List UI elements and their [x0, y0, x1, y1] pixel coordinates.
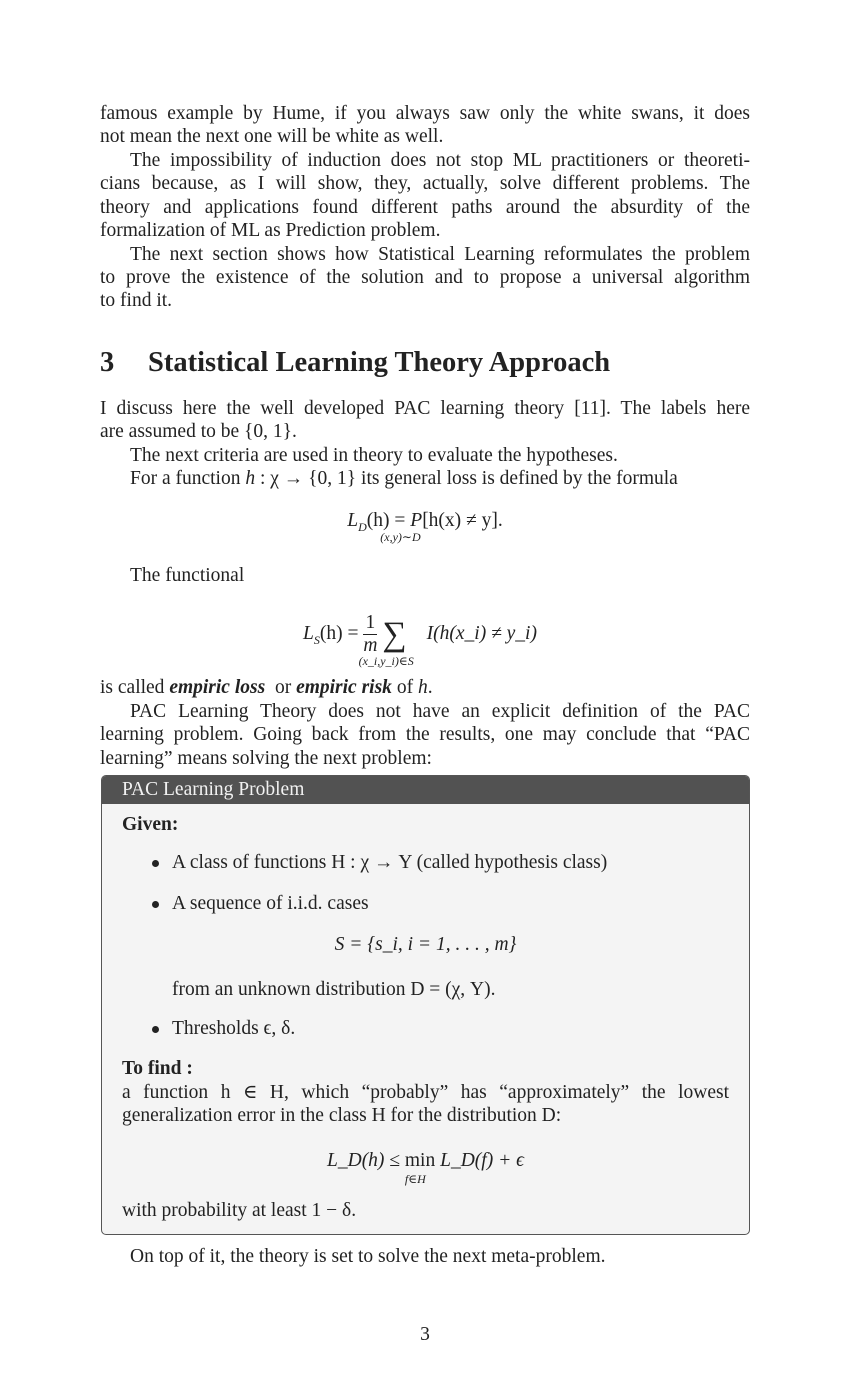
text-line: a function h ∈ H, which “probably” has “approximately” the lowest: [122, 1082, 729, 1103]
text: or: [265, 677, 297, 698]
text-line: with probability at least 1 − δ.: [122, 1200, 357, 1221]
math: h: [245, 468, 256, 489]
text: of: [391, 677, 418, 698]
math: L_D(h) ≤: [327, 1150, 405, 1171]
text-line: generalization error in the class H for the distribution D:: [122, 1105, 562, 1126]
math: m: [363, 635, 378, 656]
section-title: Statistical Learning Theory Approach: [148, 347, 611, 378]
bullet-item: A sequence of i.i.d. cases: [172, 893, 369, 914]
text: : χ → {0, 1} its general loss is defined by the formula: [255, 468, 678, 489]
text-line: The next criteria are used in theory to evaluate the hypotheses.: [130, 445, 618, 466]
text-line: formalization of ML as Prediction problem.: [100, 220, 441, 241]
section-number: 3: [100, 347, 115, 378]
text-line: The next section shows how Statistical Learning reformulates the problem: [130, 244, 750, 265]
text-line: learning problem. Going back from the results, one may conclude that “PAC: [100, 724, 750, 745]
math: D: [358, 519, 367, 534]
text-line: I discuss here the well developed PAC learning theory [11]. The labels here: [100, 398, 750, 419]
text-line: On top of it, the theory is set to solve the next meta-problem.: [130, 1246, 606, 1267]
equation-pac-bound: [102, 1150, 749, 1186]
math-subscript: (x_i,y_i)∈S: [358, 653, 414, 668]
math: [h(x) ≠ y].: [422, 510, 503, 531]
math: (h) =: [366, 510, 411, 531]
emphasis: empiric loss: [169, 677, 266, 698]
bullet-item: A class of functions H : χ → Y (called hypothesis class): [172, 852, 608, 873]
bullet-icon: [152, 860, 159, 867]
text-line: [130, 468, 750, 490]
sum-symbol: ∑: [382, 615, 407, 653]
math: h: [417, 677, 428, 698]
math-subscript: f∈H: [404, 1172, 426, 1186]
bullet-item: Thresholds ϵ, δ.: [172, 1018, 296, 1039]
text-line: PAC Learning Theory does not have an explicit definition of the PAC: [130, 701, 750, 722]
math: L: [303, 622, 314, 644]
text-line: to prove the existence of the solution and to propose a universal algorithm: [100, 267, 750, 288]
math: S: [313, 632, 320, 647]
text-line: The impossibility of induction does not stop ML practitioners or theoreti-: [130, 150, 750, 171]
math: L_D(f) + ϵ: [440, 1150, 524, 1171]
math: P: [410, 510, 423, 531]
text: .: [427, 677, 433, 698]
text: is called: [100, 677, 170, 698]
text-line: learning” means solving the next problem:: [100, 748, 432, 769]
text-line: [100, 677, 750, 699]
math: min: [404, 1150, 436, 1171]
bullet-icon: [152, 1026, 159, 1033]
math: (h) =: [319, 622, 364, 644]
bullet-icon: [152, 901, 159, 908]
to-find-label: To find :: [122, 1058, 193, 1079]
text-line: from an unknown distribution D = (χ, Y).: [172, 979, 496, 1000]
math: L: [347, 510, 359, 531]
text-line: are assumed to be {0, 1}.: [100, 421, 297, 442]
page-number: 3: [420, 1324, 430, 1345]
equation-sample: S = {s_i, i = 1, . . . , m}: [334, 934, 517, 955]
math: I(h(x_i) ≠ y_i): [426, 622, 537, 644]
text-line: famous example by Hume, if you always saw only the white swans, it does: [100, 103, 750, 124]
text-line: The functional: [130, 565, 245, 586]
equation-general-loss: [0, 510, 850, 544]
text-line: cians because, as I will show, they, actually, solve different problems. The: [100, 173, 750, 194]
given-label: Given:: [122, 814, 179, 835]
math: 1: [363, 612, 377, 635]
text-line: to find it.: [100, 290, 173, 311]
emphasis: empiric risk: [296, 677, 392, 698]
math-subscript: (x,y)∼D: [380, 530, 421, 544]
text-line: theory and applications found different paths around the absurdity of the: [100, 197, 750, 218]
text: For a function: [130, 468, 246, 489]
pac-problem-box: [101, 775, 750, 1235]
text-line: not mean the next one will be white as well.: [100, 126, 444, 147]
box-title: PAC Learning Problem: [102, 776, 749, 804]
